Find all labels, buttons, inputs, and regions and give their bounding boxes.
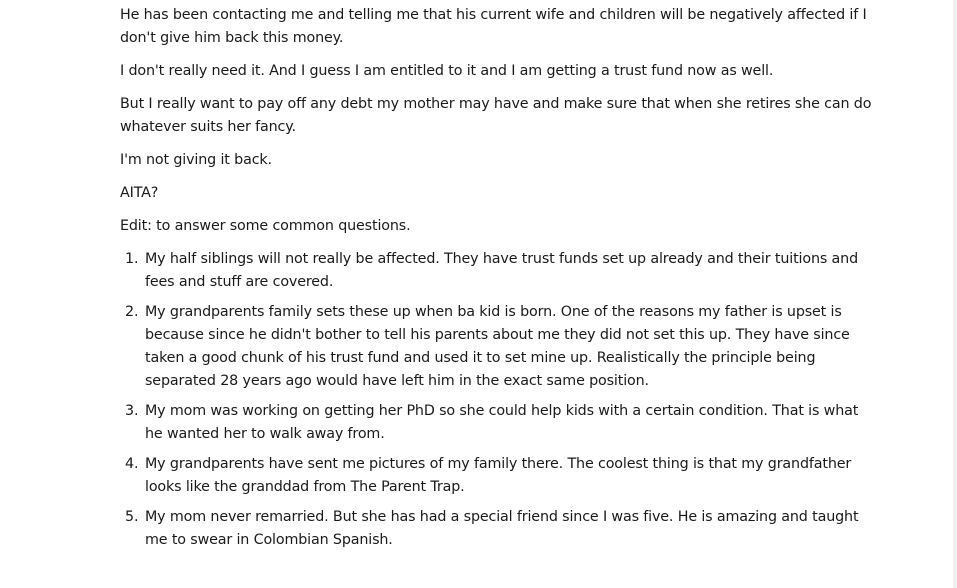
list-item	[120, 301, 880, 393]
post-paragraph-not-giving-back: I'm not giving it back.	[120, 152, 272, 168]
list-item-number: 2.	[125, 304, 139, 320]
list-item-text: My half siblings will not really be affected. They have trust funds set up already and their tuitions and fees and stuff are covered.	[145, 251, 858, 290]
post-paragraph-aita: AITA?	[120, 185, 159, 201]
list-item-number: 5.	[125, 509, 139, 525]
list-item-number: 3.	[125, 403, 139, 419]
list-item	[120, 506, 880, 552]
list-item-number: 1.	[125, 251, 139, 267]
post-paragraph-contacting: He has been contacting me and telling me that his current wife and children will be negatively affected if I don't give him back this money.	[120, 7, 867, 46]
post-paragraph-entitled: I don't really need it. And I guess I am entitled to it and I am getting a trust fund now as well.	[120, 63, 774, 79]
list-item-text: My mom never remarried. But she has had a special friend since I was five. He is amazing and taught me to swear in Colombian Spanish.	[145, 509, 859, 548]
post-body	[120, 4, 880, 559]
list-item	[120, 400, 880, 446]
list-item-number: 4.	[125, 456, 139, 472]
list-item-text: My grandparents family sets these up when ba kid is born. One of the reasons my father is upset is because since he didn't bother to tell his parents about me they did not set this up. They have since taken a good chunk of his trust fund and used it to set mine up. Realistically the principle being separated 28 years ago would have left him in the exact same position.	[145, 304, 850, 389]
list-item	[120, 248, 880, 294]
list-item	[120, 453, 880, 499]
edit-answers-list	[120, 248, 880, 552]
list-item-text: My grandparents have sent me pictures of my family there. The coolest thing is that my grandfather looks like the granddad from The Parent Trap.	[145, 456, 852, 495]
post-paragraph-mother-debt: But I really want to pay off any debt my mother may have and make sure that when she retires she can do whatever suits her fancy.	[120, 96, 872, 135]
post-paragraph-edit-intro: Edit: to answer some common questions.	[120, 218, 411, 234]
list-item-text: My mom was working on getting her PhD so she could help kids with a certain condition. That is what he wanted her to walk away from.	[145, 403, 859, 442]
page-right-border	[953, 0, 957, 588]
